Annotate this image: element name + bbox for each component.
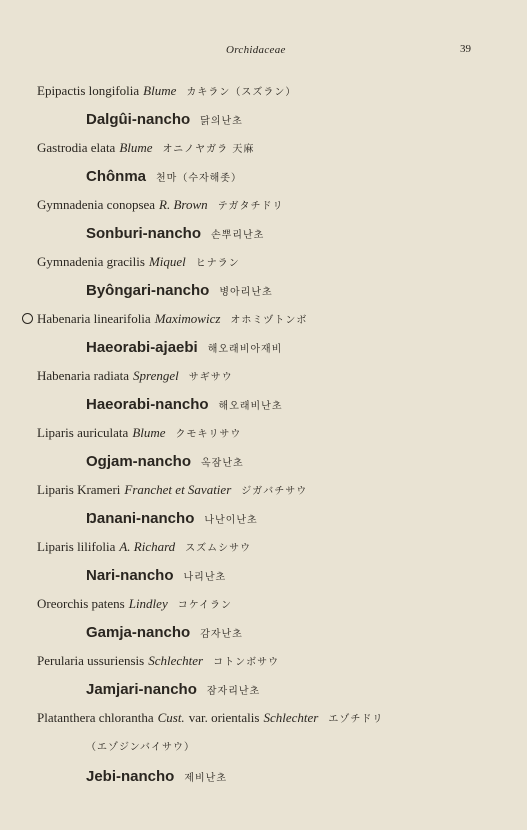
korean-hangul-name: 나난이난초	[204, 515, 258, 526]
japanese-name: コトンボサウ	[213, 657, 280, 668]
korean-hangul-name: 닭의난초	[200, 116, 243, 127]
korean-name-line	[0, 334, 527, 361]
authority: Sprengel	[133, 368, 179, 383]
japanese-name: オホミヅトンボ	[230, 315, 308, 326]
scientific-name-line	[0, 532, 527, 562]
authority: Cust.	[157, 710, 185, 725]
japanese-name: カキラン（スズラン）	[186, 87, 297, 98]
authority: A. Richard	[119, 539, 176, 554]
authority: Franchet et Savatier	[124, 482, 232, 497]
korean-romanized-name: Haeorabi-nancho	[86, 396, 209, 413]
korean-name-line	[0, 619, 527, 646]
authority: Lindley	[128, 596, 168, 611]
scientific-name: Habenaria linearifolia	[37, 311, 151, 326]
korean-hangul-name: 옥잠난초	[201, 458, 244, 469]
korean-name-line	[0, 277, 527, 304]
authority: Schlechter	[148, 653, 204, 668]
korean-romanized-name: Ŋanani-nancho	[86, 510, 195, 527]
scientific-name-line	[0, 247, 527, 277]
scientific-name-line	[0, 475, 527, 505]
scientific-name: Perularia ussuriensis	[37, 653, 145, 668]
scientific-name-line	[0, 418, 527, 448]
korean-romanized-name: Jamjari-nancho	[86, 681, 197, 698]
korean-romanized-name: Ogjam-nancho	[86, 453, 192, 470]
scientific-name: Liparis Krameri	[37, 482, 121, 497]
scientific-name: Habenaria radiata	[37, 368, 130, 383]
circle-marker-icon	[22, 313, 33, 324]
scientific-name-line	[0, 646, 527, 676]
korean-hangul-name: 해오래비난초	[218, 401, 283, 412]
korean-romanized-name: Dalgûi-nancho	[86, 111, 191, 128]
variety-note: var. orientalis	[188, 710, 260, 725]
korean-hangul-name: 제비난초	[184, 773, 227, 784]
scientific-name-line	[0, 76, 527, 106]
korean-name-line	[0, 676, 527, 703]
species-entry	[0, 133, 527, 190]
scientific-name: Gymnadenia gracilis	[37, 254, 145, 269]
korean-name-line	[0, 106, 527, 133]
korean-romanized-name: Jebi-nancho	[86, 768, 175, 785]
japanese-name: ジガバチサウ	[241, 486, 308, 497]
scientific-name: Gymnadenia conopsea	[37, 197, 156, 212]
scientific-name-line	[0, 304, 527, 334]
korean-name-line	[0, 220, 527, 247]
korean-hangul-name: 천마（수자해좃）	[156, 173, 242, 184]
species-entry	[0, 190, 527, 247]
scientific-name-line	[0, 361, 527, 391]
scientific-name: Oreorchis patens	[37, 596, 125, 611]
scientific-name: Liparis lilifolia	[37, 539, 116, 554]
korean-hangul-name: 해오래비아재비	[207, 344, 283, 355]
korean-hangul-name: 잠자리난초	[206, 686, 261, 697]
species-entry	[0, 589, 527, 646]
japanese-name: オニノヤガラ 天麻	[162, 144, 255, 155]
running-title: Orchidaceae	[226, 44, 286, 56]
authority: Blume	[143, 83, 177, 98]
scientific-name-line	[0, 190, 527, 220]
species-entry	[0, 646, 527, 703]
korean-romanized-name: Chônma	[86, 168, 146, 185]
page-number: 39	[460, 43, 471, 55]
species-entry	[0, 76, 527, 133]
korean-name-line	[0, 163, 527, 190]
korean-romanized-name: Nari-nancho	[86, 567, 174, 584]
japanese-name: スズムシサウ	[185, 543, 252, 554]
japanese-name: ヒナラン	[195, 258, 240, 269]
scientific-name-line	[0, 703, 527, 733]
japanese-name: テガタチドリ	[217, 201, 284, 212]
korean-name-line	[0, 391, 527, 418]
korean-romanized-name: Haeorabi-ajaebi	[86, 339, 198, 356]
authority: Blume	[119, 140, 153, 155]
authority: Maximowicz	[154, 311, 221, 326]
scientific-name-line	[0, 133, 527, 163]
korean-romanized-name: Sonburi-nancho	[86, 225, 201, 242]
species-entry	[0, 361, 527, 418]
korean-name-line	[0, 763, 527, 790]
species-entry	[0, 703, 527, 790]
korean-hangul-name: 병아리난초	[219, 287, 273, 298]
scientific-name: Platanthera chlorantha	[37, 710, 154, 725]
korean-hangul-name: 손뿌리난초	[211, 230, 265, 241]
korean-hangul-name: 감자난초	[200, 629, 243, 640]
korean-hangul-name: 나리난초	[183, 572, 227, 583]
korean-romanized-name: Byôngari-nancho	[86, 282, 210, 299]
korean-romanized-name: Gamja-nancho	[86, 624, 191, 641]
japanese-name-continuation: （エゾジンバイサウ）	[86, 742, 196, 753]
species-entry	[0, 475, 527, 532]
variety-authority: Schlechter	[263, 710, 319, 725]
korean-name-line	[0, 448, 527, 475]
japanese-name: コケイラン	[177, 600, 233, 611]
page-header	[0, 40, 527, 60]
korean-name-line	[0, 562, 527, 589]
scientific-name: Liparis auriculata	[37, 425, 129, 440]
korean-name-line	[0, 505, 527, 532]
japanese-name: サギサウ	[188, 372, 233, 383]
scientific-name: Epipactis longifolia	[37, 83, 140, 98]
species-entry	[0, 304, 527, 361]
authority: R. Brown	[159, 197, 208, 212]
japanese-name: クモキリサウ	[175, 429, 242, 440]
scientific-name: Gastrodia elata	[37, 140, 116, 155]
species-list	[0, 76, 527, 790]
authority: Miquel	[148, 254, 186, 269]
species-entry	[0, 418, 527, 475]
species-entry	[0, 532, 527, 589]
scientific-name-line	[0, 589, 527, 619]
japanese-name: エゾチドリ	[328, 714, 384, 725]
authority: Blume	[132, 425, 166, 440]
species-entry	[0, 247, 527, 304]
